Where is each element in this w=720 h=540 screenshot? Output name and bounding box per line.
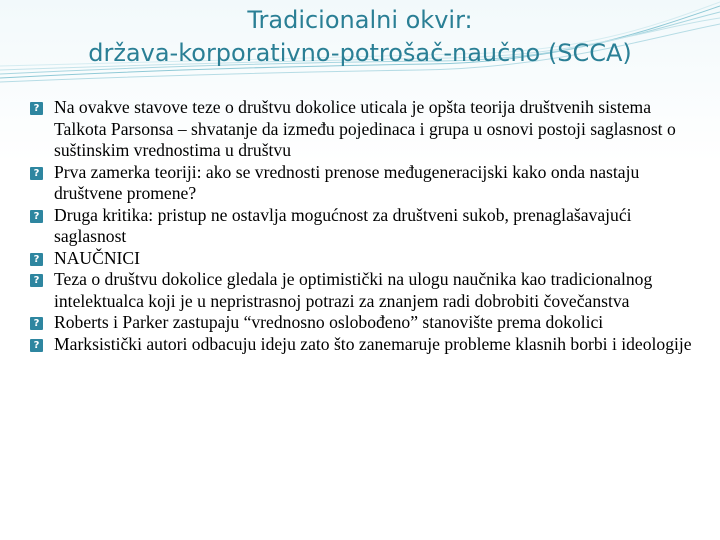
bullet-marker-icon (30, 167, 43, 180)
bullet-text: Teza o društvu dokolice gledala je optimistički na ulogu naučnika kao tradicionalnog intelektualca koji je u nepristrasnoj potrazi za znanjem radi dobrobiti čovečanstva (54, 269, 653, 311)
bullet-item (28, 205, 700, 248)
bullet-marker-icon (30, 253, 43, 266)
bullet-item (28, 162, 700, 205)
bullet-marker-icon (30, 317, 43, 330)
bullet-marker-icon (30, 102, 43, 115)
bullet-text: Druga kritika: pristup ne ostavlja mogućnost za društveni sukob, prenaglašavajući saglasnost (54, 204, 632, 246)
bullet-text: Roberts i Parker zastupaju “vrednosno oslobođeno” stanovište prema dokolici (54, 312, 604, 332)
bullet-item (28, 269, 700, 312)
slide-title (20, 4, 700, 70)
bullet-marker-icon (30, 210, 43, 223)
slide-title-line-1: Tradicionalni okvir: (247, 6, 473, 34)
bullet-item (28, 97, 700, 162)
bullet-marker-icon (30, 339, 43, 352)
bullet-item (28, 334, 700, 356)
bullet-text: NAUČNICI (54, 247, 141, 268)
bullet-text: Marksistički autori odbacuju ideju zato što zanemaruje probleme klasnih borbi i ideologije (54, 333, 692, 354)
bullet-item (28, 248, 700, 270)
bullet-text: Prva zamerka teoriji: ako se vrednosti prenose međugeneracijski kako onda nastaju društvene promene? (54, 161, 640, 203)
slide-title-line-2: država-korporativno-potrošač-naučno (SCCA) (88, 39, 632, 67)
bullet-text: Na ovakve stavove teze o društvu dokolice uticala je opšta teorija društvenih sistema Talkota Parsonsa – shvatanje da između pojedinaca i grupa u osnovi postoji saglasnost o suštinskim vrednostima u društvu (54, 97, 676, 160)
bullet-list (28, 97, 700, 355)
bullet-marker-icon (30, 274, 43, 287)
bullet-item (28, 312, 700, 334)
